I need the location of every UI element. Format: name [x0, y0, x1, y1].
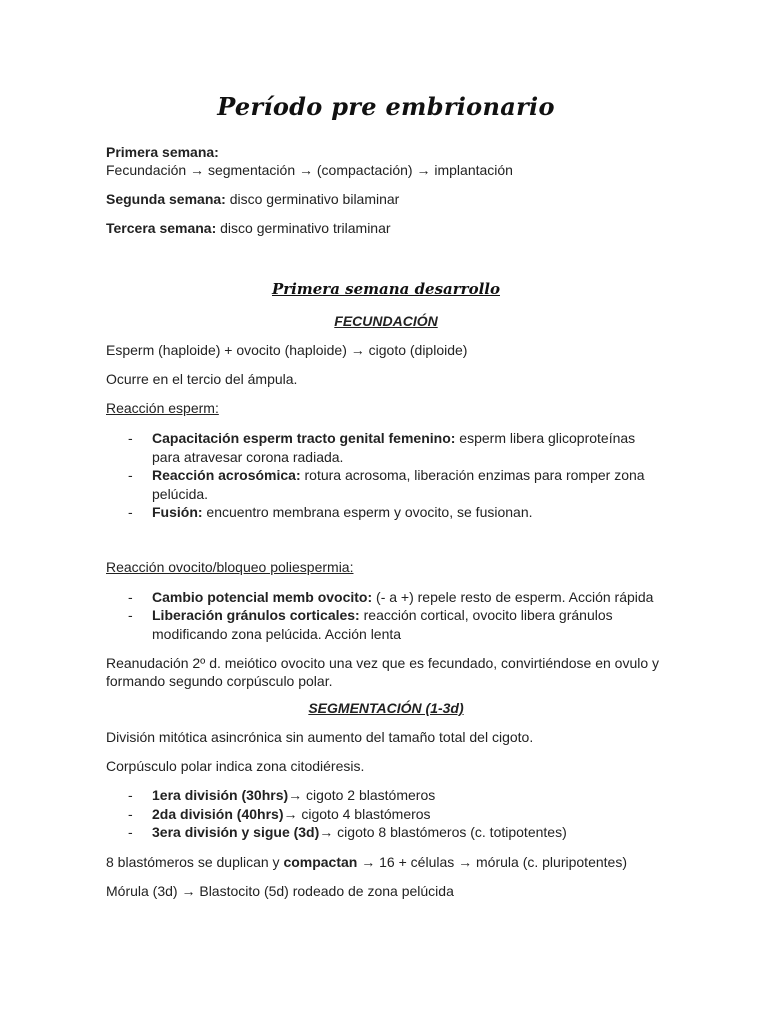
segmentacion-heading: SEGMENTACIÓN (1-3d) — [308, 700, 464, 716]
list-item: - 2da división (40hrs)→ cigoto 4 blastómeros — [106, 805, 666, 824]
list-item: - Cambio potencial memb ovocito: (- a +) repele resto de esperm. Acción rápida — [106, 588, 666, 607]
segmentacion-paragraph-1: División mitótica asincrónica sin aumento del tamaño total del cigoto. — [106, 729, 534, 745]
fecundacion-paragraph-2: Ocurre en el tercio del ámpula. — [106, 371, 298, 387]
fecundacion-heading: FECUNDACIÓN — [334, 313, 438, 329]
list-item: - Liberación gránulos corticales: reacción cortical, ovocito libera gránulos modificando zona pelúcida. Acción lenta — [106, 606, 666, 643]
first-week-label: Primera semana: — [106, 144, 219, 160]
development-section-title: Primera semana desarrollo — [272, 280, 500, 298]
ovocito-reaction-title: Reacción ovocito/bloqueo poliespermia: — [106, 558, 354, 575]
segmentacion-paragraph-3: 8 blastómeros se duplican y compactan → 16 + células → mórula (c. pluripotentes) — [106, 853, 627, 870]
ovocito-reaction-list — [106, 588, 666, 644]
segmentacion-paragraph-2: Corpúsculo polar indica zona citodiéresis. — [106, 758, 365, 774]
first-week-text: Fecundación → segmentación → (compactación) → implantación — [106, 162, 513, 178]
third-week-label: Tercera semana: — [106, 220, 217, 236]
fecundacion-paragraph-1: Esperm (haploide) + ovocito (haploide) → cigoto (diploide) — [106, 342, 468, 358]
division-list — [106, 786, 666, 842]
list-item: - 3era división y sigue (3d)→ cigoto 8 blastómeros (c. totipotentes) — [106, 823, 666, 842]
third-week-text: disco germinativo trilaminar — [216, 220, 391, 236]
document-title: Período pre embrionario — [217, 92, 555, 121]
second-week-label: Segunda semana: — [106, 191, 226, 207]
sperm-reaction-title: Reacción esperm: — [106, 400, 219, 416]
third-week-line — [106, 219, 666, 237]
sperm-reaction-list — [106, 429, 666, 522]
fecundacion-paragraph-3: Reanudación 2º d. meiótico ovocito una vez que es fecundado, convirtiéndose en ovulo y formando segundo corpúsculo polar. — [106, 655, 660, 689]
list-item: - 1era división (30hrs)→ cigoto 2 blastómeros — [106, 786, 666, 805]
second-week-line — [106, 190, 666, 208]
second-week-text: disco germinativo bilaminar — [225, 191, 400, 207]
list-item: - Reacción acrosómica: rotura acrosoma, liberación enzimas para romper zona pelúcida. — [106, 466, 666, 503]
list-item: - Fusión: encuentro membrana esperm y ovocito, se fusionan. — [106, 503, 666, 522]
list-item: - Capacitación esperm tracto genital femenino: esperm libera glicoproteínas para atravesar corona radiada. — [106, 429, 666, 466]
segmentacion-paragraph-4: Mórula (3d) → Blastocito (5d) rodeado de zona pelúcida — [106, 882, 454, 899]
document-page — [106, 92, 666, 900]
